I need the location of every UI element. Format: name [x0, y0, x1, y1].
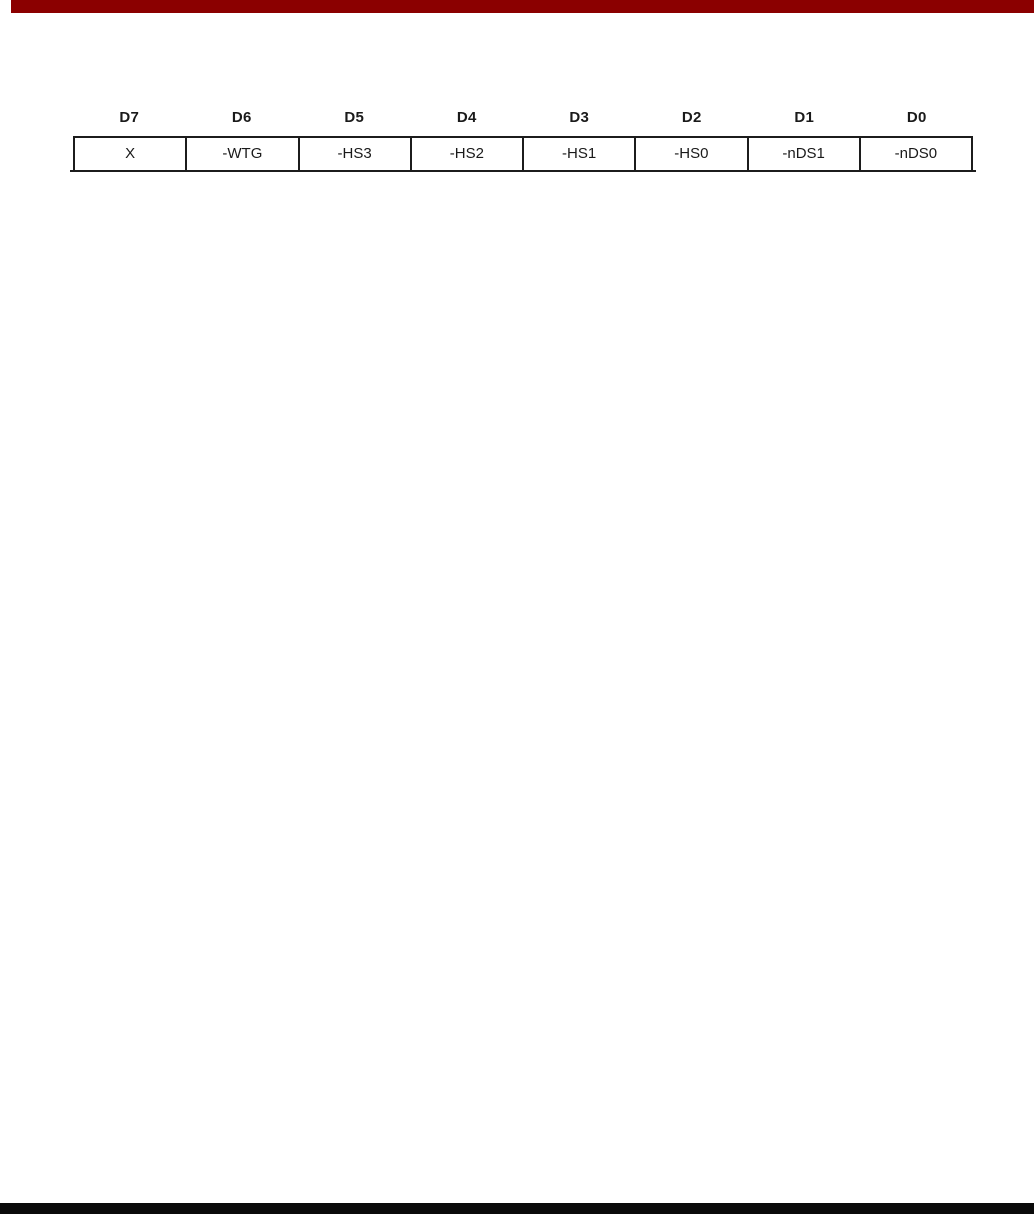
bit-header-d4: D4 [456, 109, 477, 126]
table-corner-tick-left [70, 170, 73, 172]
bit-cell: X [125, 145, 136, 162]
bit-cell: -nDS0 [859, 138, 971, 170]
bit-cell: -HS1 [522, 138, 634, 170]
bit-header-d3: D3 [569, 109, 590, 126]
bit-header-d6: D6 [231, 109, 252, 126]
bit-header-d5: D5 [344, 109, 365, 126]
bitfield-table [73, 109, 973, 172]
bit-header-d1: D1 [794, 109, 815, 126]
bottom-footer-bar [0, 1203, 1034, 1214]
bit-header-d0: D0 [906, 109, 927, 126]
bit-cell: -HS3 [298, 138, 410, 170]
bit-header-d2: D2 [681, 109, 702, 126]
bit-cell: -HS0 [634, 138, 746, 170]
bit-value-row-wrap [73, 136, 973, 172]
bit-cell: -HS2 [410, 138, 522, 170]
bit-cell: -WTG [185, 138, 297, 170]
table-corner-tick-right [973, 170, 976, 172]
bit-value-row [73, 136, 973, 172]
bit-header-d7: D7 [119, 109, 140, 126]
top-accent-bar [11, 0, 1034, 13]
bit-cell: -nDS1 [747, 138, 859, 170]
bit-header-row [73, 109, 973, 127]
